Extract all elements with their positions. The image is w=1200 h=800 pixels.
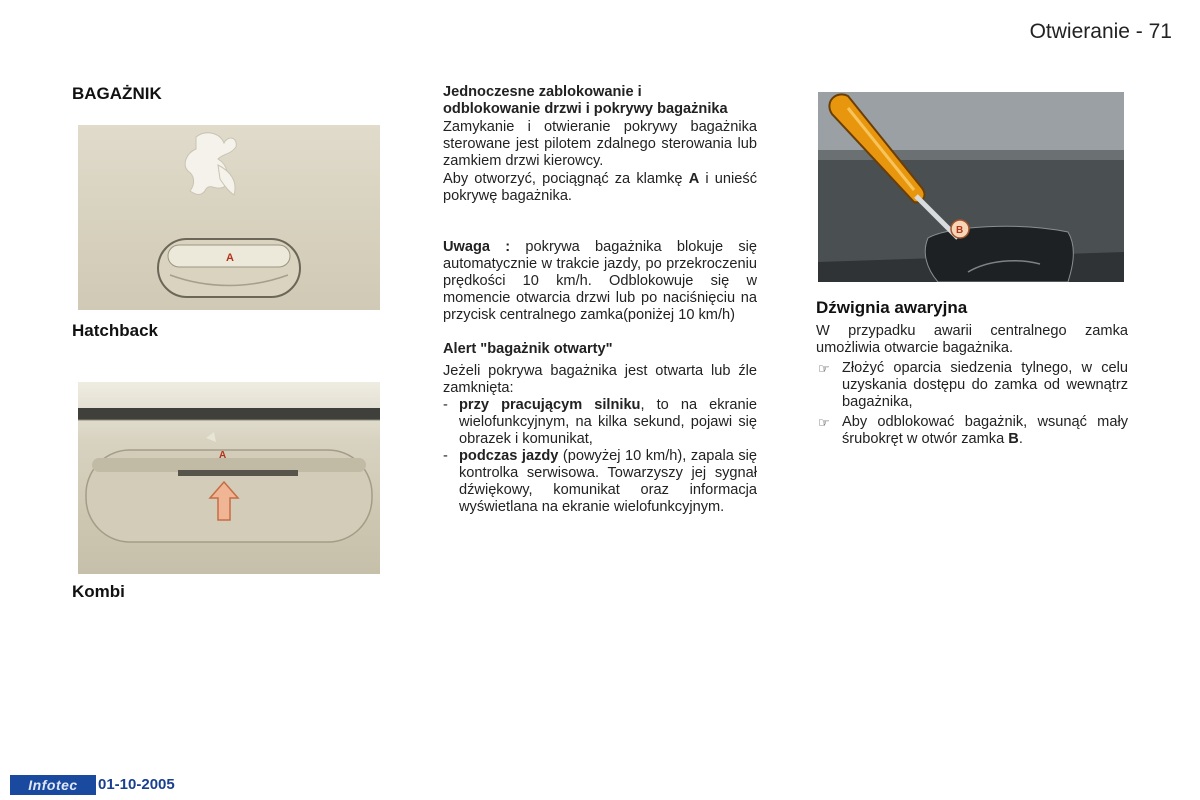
paragraph-remote-control: Zamykanie i otwieranie pokrywy bagażnika sterowane jest pilotem zdalnego sterowania lub zamkiem drzwi kierowcy. <box>443 119 757 169</box>
heading-trunk: BAGAŻNIK <box>72 84 162 103</box>
infotec-logo: Infotec <box>10 775 96 795</box>
trunk-handle-image <box>78 125 380 310</box>
list-item: ☞ Aby odblokować bagażnik, wsunąć mały śrubokręt w otwór zamka B. <box>818 414 1128 447</box>
lion-emblem-icon <box>206 432 216 442</box>
subheading-central-lock: Jednoczesne zablokowanie i odblokowanie drzwi i pokrywy bagażnika <box>443 84 728 117</box>
page-title: Otwieranie - 71 <box>1029 20 1172 43</box>
paragraph-open-instructions: Aby otworzyć, pociągnąć za klamkę A i unieść pokrywę bagażnika. <box>443 171 757 204</box>
hatchback-handle-image <box>78 382 380 574</box>
lion-emblem-icon <box>185 133 236 195</box>
pointing-hand-icon: ☞ <box>818 361 830 376</box>
label-a-hatch: A <box>219 450 227 461</box>
subheading-trunk-open-alert: Alert "bagażnik otwarty" <box>443 341 613 357</box>
paragraph-emergency-intro: W przypadku awarii centralnego zamka umożliwia otwarcie bagażnika. <box>816 323 1128 356</box>
paragraph-note: Uwaga : pokrywa bagażnika blokuje się automatycznie w trakcie jazdy, po przekroczeniu prędkości 10 km/h. Odblokowuje się w momencie otwarcia drzwi lub po naciśnięciu na przycisk centralnego zamka(poniżej 10 km/h) <box>443 239 758 323</box>
middle-column <box>443 84 757 516</box>
list-item: ☞ Złożyć oparcia siedzenia tylnego, w celu uzyskania dostępu do zamka od wewnątrz bagażnika, <box>818 360 1128 410</box>
right-column <box>816 323 1128 448</box>
hatchback-handle-illustration <box>78 382 380 574</box>
pointing-hand-icon: ☞ <box>818 415 830 430</box>
screwdriver-lock-image <box>818 92 1124 282</box>
list-item: - podczas jazdy (powyżej 10 km/h), zapala się kontrolka serwisowa. Towarzyszy jej sygnał dźwiękowy, komunikat oraz informacja wyświetlana na ekranie wielofunkcyjnym. <box>443 448 757 515</box>
heading-hatchback: Hatchback <box>72 321 158 340</box>
trunk-handle-illustration <box>78 125 380 310</box>
label-a: A <box>226 252 234 264</box>
heading-emergency-lever: Dźwignia awaryjna <box>816 298 968 317</box>
paragraph-alert-intro: Jeżeli pokrywa bagażnika jest otwarta lub źle zamknięta: <box>443 363 757 396</box>
heading-kombi: Kombi <box>72 582 125 601</box>
footer-date: 01-10-2005 <box>98 776 175 793</box>
screwdriver-illustration <box>818 92 1124 282</box>
list-item: - przy pracującym silniku, to na ekranie wielofunkcyjnym, na kilka sekund, pojawi się obrazek i komunikat, <box>443 397 757 447</box>
label-b: B <box>956 225 964 236</box>
